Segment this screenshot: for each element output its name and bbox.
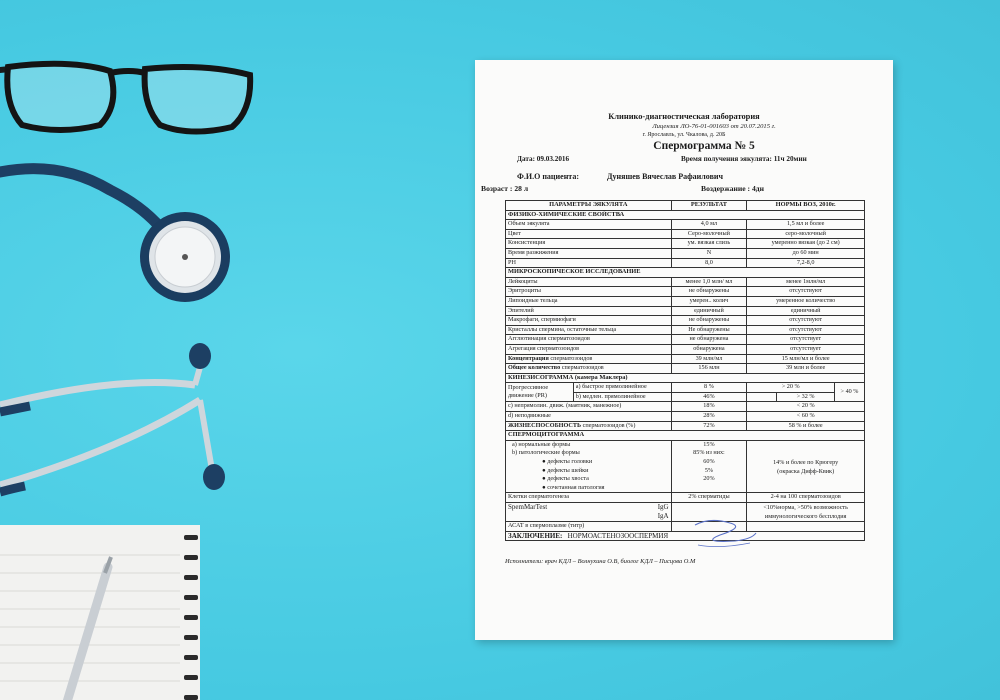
- section-cytogram: СПЕРМОЦИТОГРАММА: [506, 431, 865, 441]
- patient-name: Дуняшев Вячеслав Рафаилович: [607, 172, 724, 181]
- col-params: ПАРАМЕТРЫ ЭЯКУЛЯТА: [506, 201, 672, 211]
- receipt-time: Время получения эякулята: 11ч 20мин: [681, 155, 807, 163]
- table-row: Кристаллы спермина, остаточные тельца Не обнаружены отсутствуют: [506, 325, 865, 335]
- table-row: d) неподвижные 28% < 60 %: [506, 412, 865, 422]
- eyeglasses-icon: [0, 55, 260, 145]
- table-row: c) непрямолин. движ. (маятник, манежное) 18% < 20 %: [506, 402, 865, 412]
- address: г. Ярославль, ул. Чкалова, д. 20Б: [642, 132, 726, 138]
- table-row: ● дефекты хвоста 20%: [506, 475, 865, 484]
- stethoscope-icon: [0, 150, 260, 510]
- spermogram-document: [475, 60, 893, 640]
- table-row: Лейкоциты менее 1,0 млн/ мл менее 1млн/мл: [506, 277, 865, 287]
- table-row: ● дефекты шейки 5%: [506, 467, 865, 476]
- table-row: Эпителий единичный единичный: [506, 306, 865, 316]
- section-microscopy: МИКРОСКОПИЧЕСКОЕ ИССЛЕДОВАНИЕ: [506, 268, 865, 278]
- table-row: Объем эякулята 4,0 мл 1,5 мл и более: [506, 220, 865, 230]
- patient-age: Возраст : 28 л: [481, 184, 529, 193]
- table-row: SpemMarTest IgG IgA <10%норма, >50% возможность иммунологического бесплодия: [506, 503, 865, 522]
- date: Дата: 09.03.2016: [517, 155, 570, 163]
- lab-name: Клинико-диагностическая лаборатория: [608, 112, 760, 121]
- table-row: Липоидные тельца умерен.. колич умеренное количество: [506, 296, 865, 306]
- table-row: Время разжижения N до 60 мин: [506, 248, 865, 258]
- table-row: Прогрессивное движение (PR) a) быстрое прямолинейное 8 % > 20 % > 40 %: [506, 383, 865, 393]
- table-row: a) нормальные формы 15% 14% и более по Крюгеру (окраска Дифф-Квик): [506, 440, 865, 449]
- patient-label: Ф.И.О пациента:: [517, 172, 579, 181]
- notebook-icon: [0, 525, 220, 700]
- license: Лицензия ЛО-76-01-001603 от 20.07.2015 г.: [652, 123, 776, 130]
- abstinence: Воздержание : 4дн: [701, 184, 764, 193]
- table-row: ● дефекты головки 60%: [506, 458, 865, 467]
- table-row: Консистенция ум. вязкая слизь умеренно вязкая (до 2 см): [506, 239, 865, 249]
- table-row: Эритроциты не обнаружены отсутствуют: [506, 287, 865, 297]
- section-physchem: ФИЗИКО-ХИМИЧЕСКИЕ СВОЙСТВА: [506, 210, 865, 220]
- table-row: b) патологические формы 85% из них:: [506, 449, 865, 458]
- table-row: Макрофаги, спермиофаги не обнаружены отсутствуют: [506, 316, 865, 326]
- section-kinesis: КИНЕЗИСОГРАММА (камера Маклера): [506, 373, 865, 383]
- table-row: b) медлен. прямолинейное 46% > 32 %: [506, 392, 865, 402]
- table-row: PH 8,0 7,2-8,0: [506, 258, 865, 268]
- table-row: Агглютинация сперматозоидов не обнаружена отсутствует: [506, 335, 865, 345]
- table-row: ЖИЗНЕСПОСОБНОСТЬ сперматозоидов (%) 72% 58 % и более: [506, 421, 865, 431]
- table-row: АСАТ в спермоплазме (титр): [506, 522, 865, 532]
- table-row: Концентрация сперматозоидов 39 млн/мл 15 млн/мл и более: [506, 354, 865, 364]
- table-row: Клетки сперматогенеза 2% сперматиды 2-4 на 100 сперматозоидов: [506, 493, 865, 503]
- executors: Исполнители: врач КДЛ – Волнухина О.В, биолог КДЛ – Писцова О.М: [505, 558, 696, 565]
- col-norms: НОРМЫ ВОЗ, 2010г.: [747, 201, 865, 211]
- col-result: РЕЗУЛЬТАТ: [671, 201, 747, 211]
- conclusion-row: ЗАКЛЮЧЕНИЕ: НОРМОАСТЕНОЗООСПЕРМИЯ: [506, 531, 865, 541]
- table-row: Общее количество сперматозоидов 156 млн 39 млн и более: [506, 364, 865, 374]
- table-row: Агрегация сперматозоидов обнаружена отсутствует: [506, 344, 865, 354]
- table-row: ● сочетанная патология: [506, 484, 865, 493]
- table-header-row: [506, 201, 865, 211]
- results-table: [505, 200, 865, 541]
- document-title: Спермограмма № 5: [653, 140, 755, 152]
- signature-scribble: [690, 515, 760, 551]
- table-row: Цвет Серо-молочный серо-молочный: [506, 229, 865, 239]
